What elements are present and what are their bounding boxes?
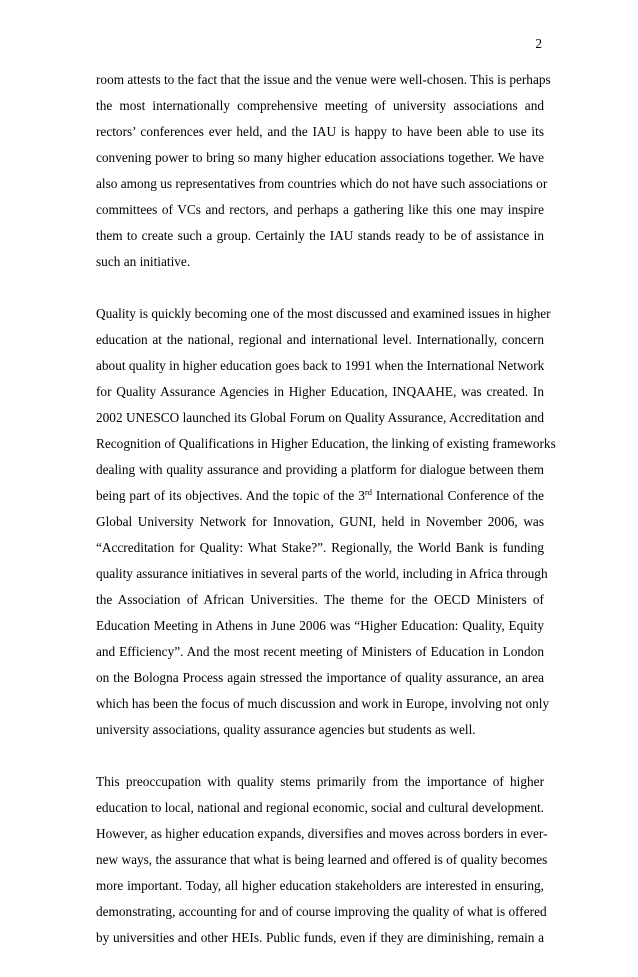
text-line: education at the national, regional and international level. Internationally, concern <box>96 332 544 347</box>
text-line: university associations, quality assurance agencies but students as well. <box>96 722 476 737</box>
text-line: about quality in higher education goes back to 1991 when the International Network <box>96 358 545 373</box>
body-text <box>96 67 556 977</box>
ordinal-superscript: rd <box>364 487 372 497</box>
text-line: also among us representatives from countries which do not have such associations or <box>96 176 548 191</box>
text-line: more important. Today, all higher education stakeholders are interested in ensuring, <box>96 878 544 893</box>
paragraph-1 <box>96 67 551 275</box>
text-line: by universities and other HEIs. Public funds, even if they are diminishing, remain a <box>96 930 544 945</box>
text-line: education to local, national and regional economic, social and cultural development. <box>96 800 544 815</box>
paragraph-2 <box>96 301 556 743</box>
text-line: and Efficiency”. And the most recent meeting of Ministers of Education in London <box>96 644 544 659</box>
text-line: However, as higher education expands, diversifies and moves across borders in ever- <box>96 826 548 841</box>
paragraph-3 <box>96 769 548 951</box>
text-line: dealing with quality assurance and providing a platform for dialogue between them <box>96 462 544 477</box>
text-line: convening power to bring so many higher education associations together. We have <box>96 150 544 165</box>
text-line: room attests to the fact that the issue and the venue were well-chosen. This is perhaps <box>96 72 551 87</box>
text-line: on the Bologna Process again stressed the importance of quality assurance, an area <box>96 670 544 685</box>
text-line: 2002 UNESCO launched its Global Forum on Quality Assurance, Accreditation and <box>96 410 544 425</box>
text-line: quality assurance initiatives in several parts of the world, including in Africa through <box>96 566 548 581</box>
text-segment: International Conference of the <box>371 488 545 503</box>
text-line: Recognition of Qualifications in Higher Education, the linking of existing frameworks <box>96 436 556 451</box>
text-line: the most internationally comprehensive meeting of university associations and <box>96 98 544 113</box>
text-line: committees of VCs and rectors, and perhaps a gathering like this one may inspire <box>96 202 544 217</box>
text-line: This preoccupation with quality stems primarily from the importance of higher <box>96 774 544 789</box>
text-line: Global University Network for Innovation, GUNI, held in November 2006, was <box>96 514 544 529</box>
text-line-with-superscript <box>96 483 544 509</box>
text-line: new ways, the assurance that what is being learned and offered is of quality becomes <box>96 852 548 867</box>
text-line: “Accreditation for Quality: What Stake?”. Regionally, the World Bank is funding <box>96 540 544 555</box>
text-line: for Quality Assurance Agencies in Higher Education, INQAAHE, was created. In <box>96 384 544 399</box>
text-segment: being part of its objectives. And the topic of the 3 <box>96 488 365 503</box>
text-line: such an initiative. <box>96 254 191 269</box>
text-line: rectors’ conferences ever held, and the IAU is happy to have been able to use its <box>96 124 544 139</box>
text-line: the Association of African Universities. The theme for the OECD Ministers of <box>96 592 544 607</box>
text-line: Quality is quickly becoming one of the most discussed and examined issues in higher <box>96 306 551 321</box>
text-line: them to create such a group. Certainly the IAU stands ready to be of assistance in <box>96 228 544 243</box>
text-line: demonstrating, accounting for and of course improving the quality of what is offered <box>96 904 547 919</box>
page-number: 2 <box>535 36 542 51</box>
text-line: which has been the focus of much discussion and work in Europe, involving not only <box>96 696 550 711</box>
text-line: Education Meeting in Athens in June 2006 was “Higher Education: Quality, Equity <box>96 618 544 633</box>
